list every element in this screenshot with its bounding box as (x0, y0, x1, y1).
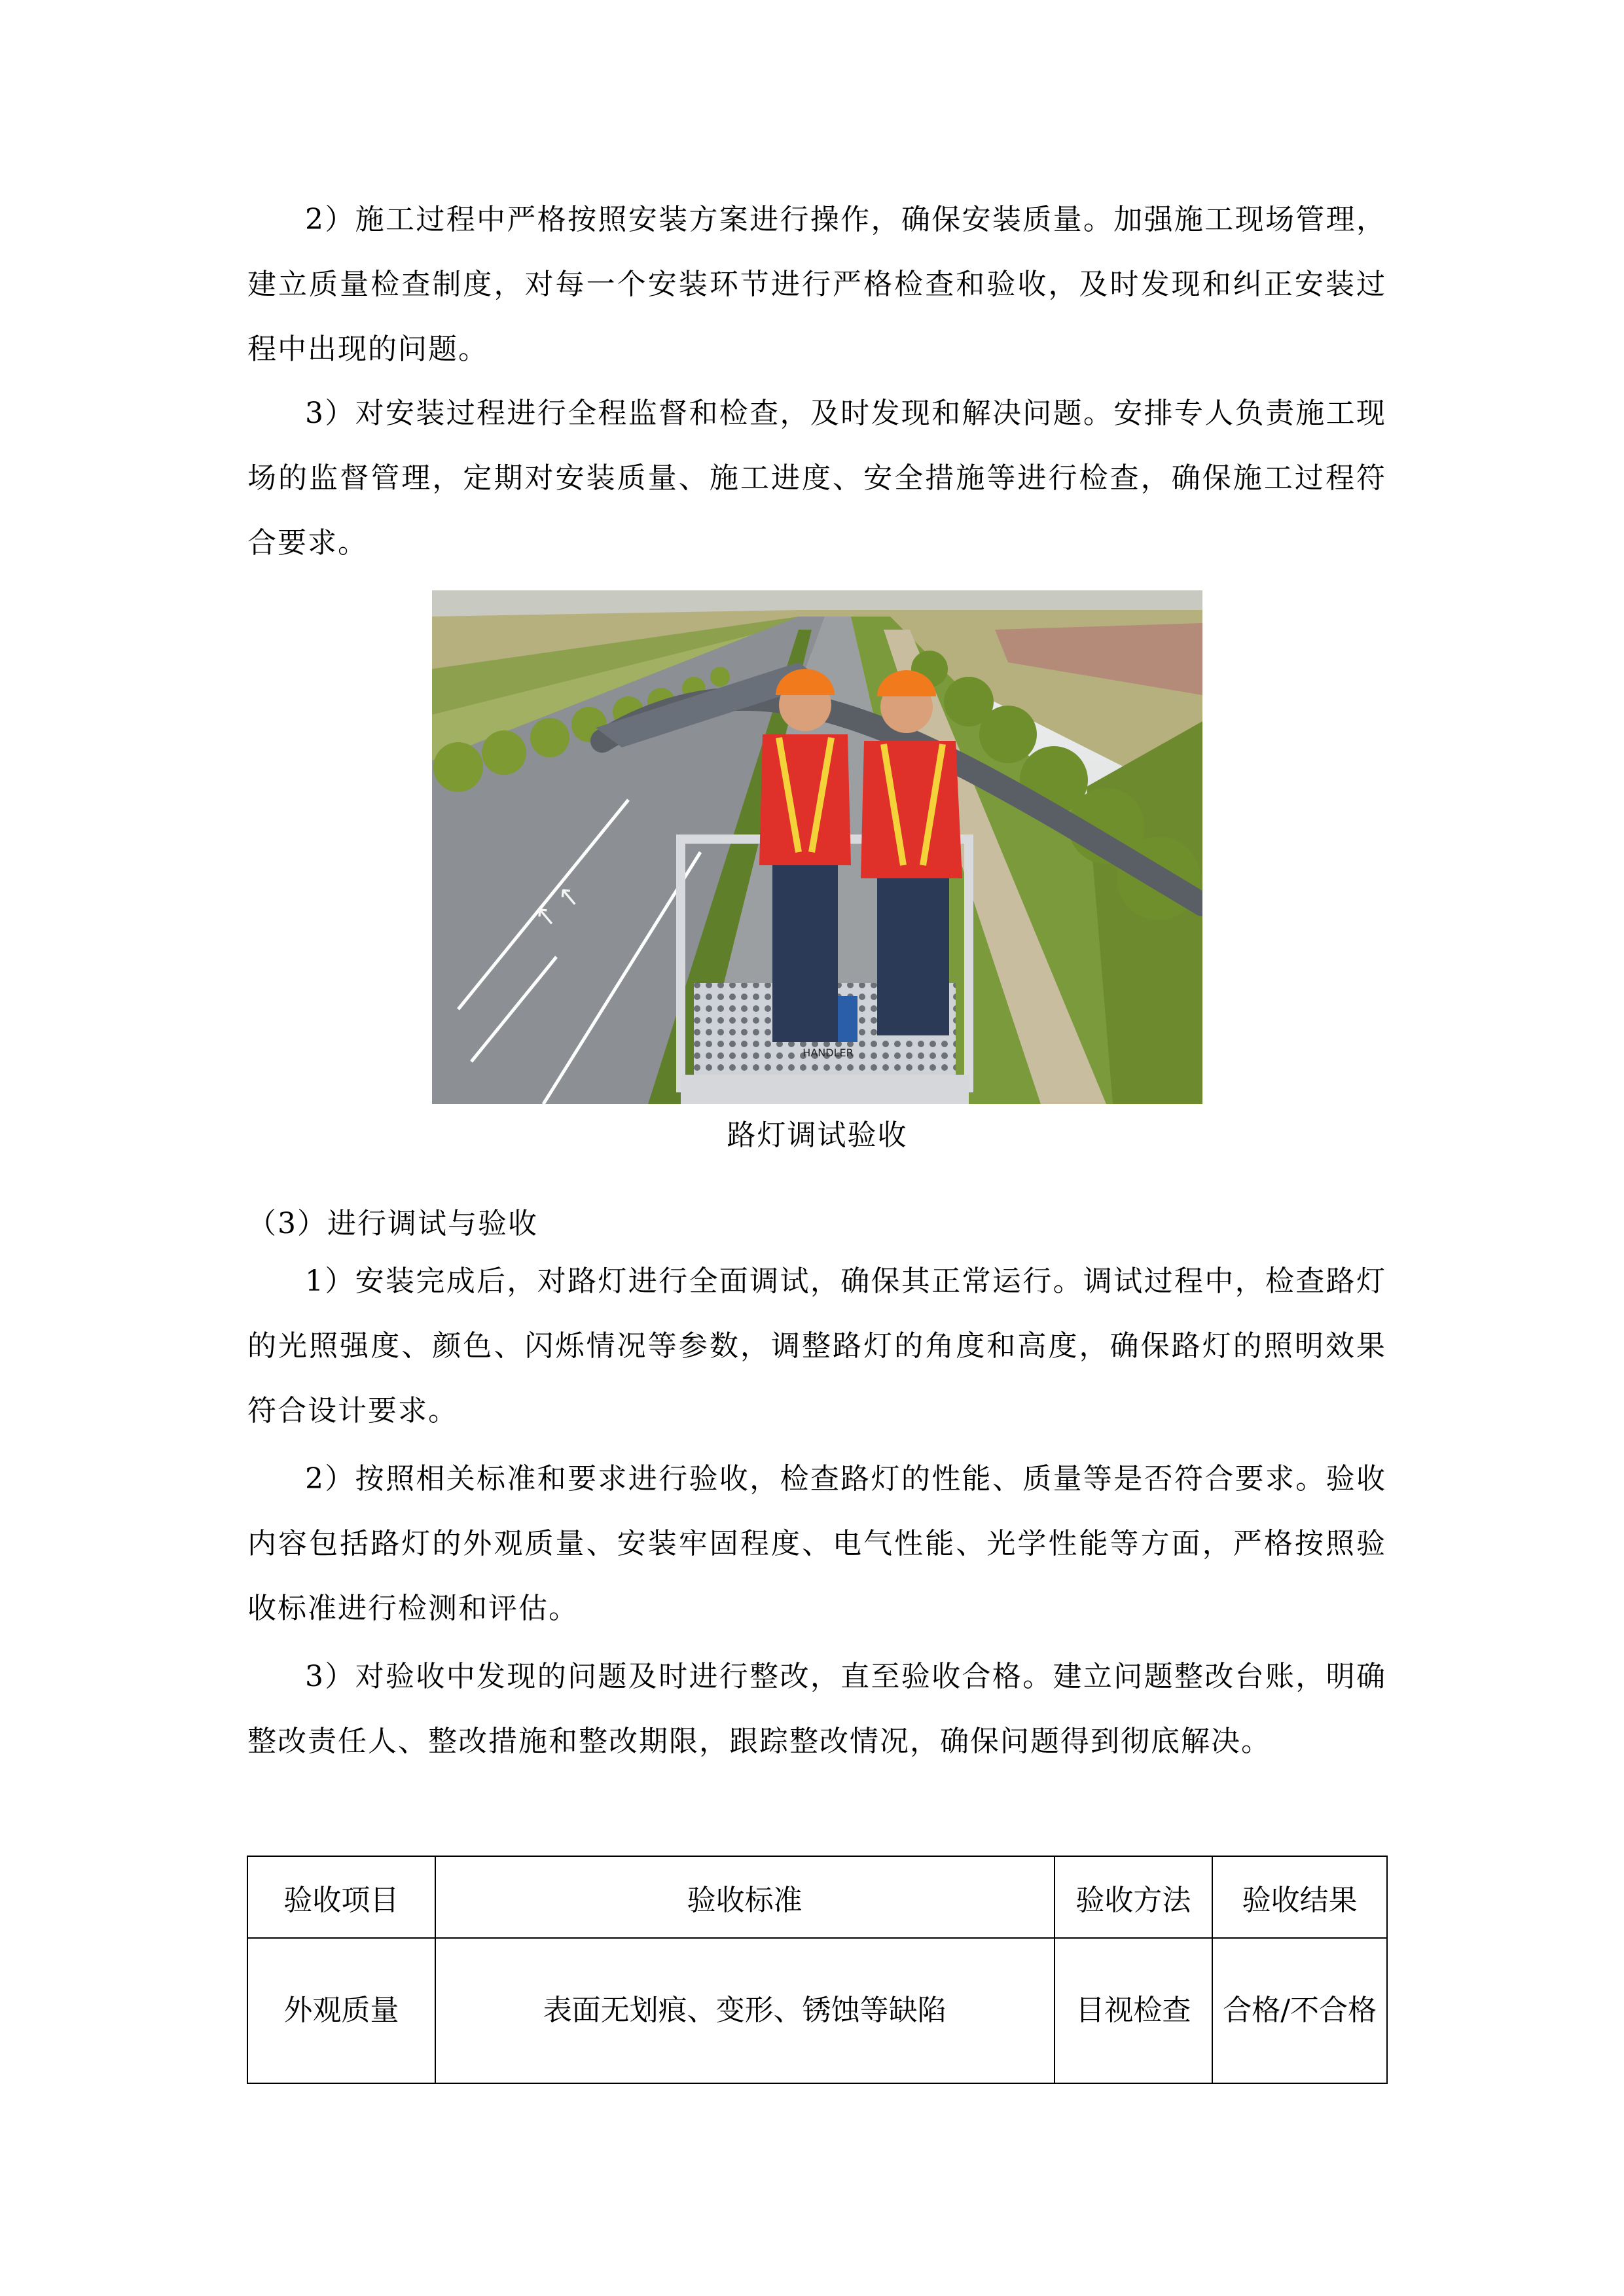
svg-text:↑ ↑: ↑ ↑ (528, 879, 588, 936)
header-acceptance-standard: 验收标准 (435, 1856, 1055, 1938)
table-header-row (247, 1856, 1387, 1938)
header-acceptance-result: 验收结果 (1212, 1856, 1387, 1938)
figure-caption: 路灯调试验收 (727, 1119, 908, 1152)
header-acceptance-method: 验收方法 (1055, 1856, 1213, 1938)
section-heading: （3）进行调试与验收 (247, 1207, 538, 1240)
acceptance-table (247, 1856, 1388, 2084)
paragraph-acceptance: 2）按照相关标准和要求进行验收，检查路灯的性能、质量等是否符合要求。验收内容包括路灯的外观质量、安装牢固程度、电气性能、光学性能等方面，严格按照验收标准进行检测和评估。 (247, 1462, 1386, 1625)
header-acceptance-item: 验收项目 (247, 1856, 435, 1938)
paragraph-debugging: 1）安装完成后，对路灯进行全面调试，确保其正常运行。调试过程中，检查路灯的光照强度、颜色、闪烁情况等参数，调整路灯的角度和高度，确保路灯的照明效果符合设计要求。 (247, 1265, 1386, 1427)
cell-item: 外观质量 (247, 1938, 435, 2083)
paragraph-rectification: 3）对验收中发现的问题及时进行整改，直至验收合格。建立问题整改台账，明确整改责任人、整改措施和整改期限，跟踪整改情况，确保问题得到彻底解决。 (247, 1660, 1386, 1758)
paragraph-install-quality: 2）施工过程中严格按照安装方案进行操作，确保安装质量。加强施工现场管理，建立质量检查制度，对每一个安装环节进行严格检查和验收，及时发现和纠正安装过程中出现的问题。 (247, 203, 1386, 366)
table-row (247, 1938, 1387, 2083)
cell-result: 合格/不合格 (1212, 1938, 1387, 2083)
lift-logo-text: HANDLER (803, 1047, 854, 1059)
paragraph-supervision: 3）对安装过程进行全程监督和检查，及时发现和解决问题。安排专人负责施工现场的监督管理，定期对安装质量、施工进度、安全措施等进行检查，确保施工过程符合要求。 (247, 397, 1386, 560)
cell-method: 目视检查 (1055, 1938, 1213, 2083)
streetlight-photo (432, 590, 1202, 1104)
cell-standard: 表面无划痕、变形、锈蚀等缺陷 (435, 1938, 1055, 2083)
